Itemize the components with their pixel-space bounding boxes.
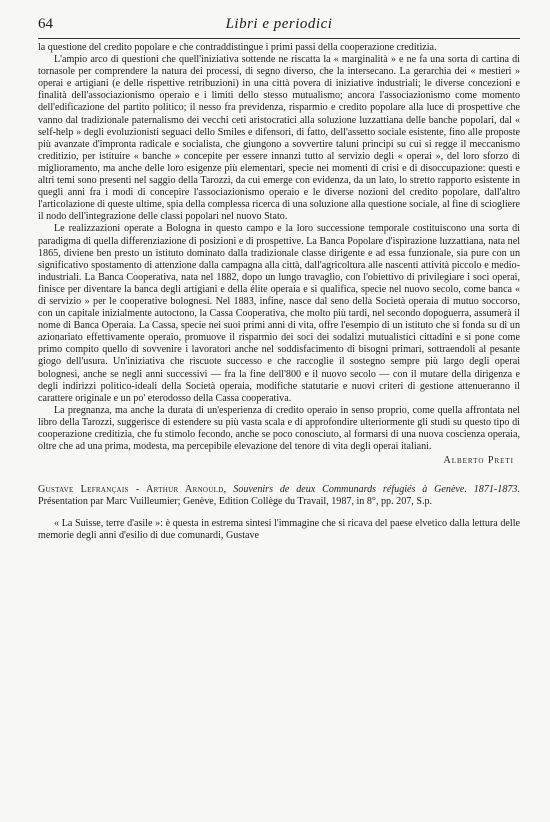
paragraph: La pregnanza, ma anche la durata di un'esperienza di credito operaio in senso proprio, come quella affrontata nel libro della Tarozzi, suggerisce di estendere su più vasta scala e di approfondire ulteriormente gli studi su questo tipo di cooperazione creditizia, che fu stimolo fecondo, anche se poco conosciuto, al formarsi di una nuova coscienza operaia, oltre che ad una prima, modesta, ma percepibile elevazione del tenore di vita degli operai italiani. xyxy=(38,404,520,453)
review-heading xyxy=(38,484,520,508)
paragraph: « La Suisse, terre d'asile »: è questa in estrema sintesi l'immagine che si ricava del paese elvetico dalla lettura delle memorie degli anni d'esilio di due comunardi, Gustave xyxy=(38,518,520,542)
review-details: Présentation par Marc Vuilleumier; Genève, Edition Collège du Travail, 1987, in 8°, pp. 207, S.p. xyxy=(38,496,433,508)
article-author: Alberto Preti xyxy=(443,455,514,467)
page-header xyxy=(38,16,520,42)
paragraph: L'ampio arco di questioni che quell'iniziativa sottende ne riscatta la « marginalità » e ne fa una sorta di cartina di tornasole per comprendere la natura dei processi, di segno diverso, che la intersecano. La gerarchia dei « mestieri » operai e artigiani (e delle rispettive retribuzioni) in una città povera di iniziative industriali; le diverse concezioni e finalità dell'associazionismo operaio e i limiti dello stesso mutualismo; ancora l'associazionismo come momento dell'edificazione del partito politico; il nesso fra previdenza, risparmio e credito popolare alla luce di prospettive che vanno dal tradizionale paternalismo dei vecchi ceti aristocratici alla soluzione luzzattiana delle banche popolari, dal « self-help » degli evoluzionisti seguaci dello Smiles e difensori, di fatto, dell'assetto sociale esistente, fino alle proposte più avanzate d'impronta radicale e socialista, che giungono a sovvertire taluni principi su cui si regge il meccanismo creditizio, per istituire « banche » concepite per essere innanzi tutto al servizio degli « operai », del loro sforzo di miglioramento, ma anche delle loro esigenze più elementari, specie nei momenti di crisi e di disoccupazione: questi e altri temi sono presenti nel saggio della Tarozzi, da cui emerge con evidenza, da un lato, lo stretto rapporto esistente in quegli anni fra i modi di concepire l'associazionismo operaio e le diverse nozioni del credito popolare, dall'altro l'articolazione di queste ultime, spia della complessa ricerca di una soluzione alla questione sociale, al fine di sciogliere il nodo dell'integrazione delle classi popolari nel nuovo Stato. xyxy=(38,54,520,223)
review-body xyxy=(38,518,520,542)
review-authors: Gustave Lefrançais - Arthur Arnould, xyxy=(38,484,227,496)
paragraph: la questione del credito popolare e che contraddistingue i primi passi della cooperazione creditizia. xyxy=(38,42,437,53)
running-title: Libri e periodici xyxy=(225,16,333,32)
header-rule xyxy=(38,38,520,39)
paragraph: Le realizzazioni operate a Bologna in questo campo e la loro successione temporale costituiscono una sorta di paradigma di quella differenziazione di posizioni e di prospettive. La Banca Popolare d'ispirazione luzzattiana, nata nel 1865, diviene ben presto un istituto dominato dalla tradizionale classe dirigente e ad essa funzionale, sia pure con un significativo spostamento di attenzione dalla campagna alla città, dall'agricoltura alle nascenti attività piccolo e medio-industriali. La Banca Cooperativa, nata nel 1882, dopo un lungo travaglio, con l'obiettivo di privilegiare i soci operai, finisce per diventare la banca degli artigiani e della élite operaia e si qualifica, specie nel nuovo secolo, come banca « di servizio » per le cooperative bolognesi. Nel 1883, infine, nasce dal seno della Società operaia di mutuo soccorso, con un capitale inizialmente autoctono, la Cassa Cooperativa, che molto più tardi, nel secondo dopoguerra, assumerà il nome di Banca Operaia. La Cassa, specie nei suoi primi anni di vita, offre l'esempio di un istituto che si fonda su di un azionariato effettivamente operaio, promuove il risparmio dei soci dei sodalizi mutualistici cittadini e si pone come primo compito quello di sovvenire i lavoratori anche nel soddisfacimento di bisogni primari, sottraendoli al pesante giogo dell'usura. Un'iniziativa che riscuote successo e che raccoglie il sostegno sempre più largo degli operai bolognesi, anche se negli anni successivi — fra la fine dell'800 e il nuovo secolo — con il mutare della dirigenza e degli indirizzi politico-ideali della Società operaia, modifiche statutarie e nuovi criteri di gestione attenueranno il carattere originale e un po' eterodosso della Cassa cooperativa. xyxy=(38,223,520,404)
article-body xyxy=(38,42,520,453)
page-number: 64 xyxy=(38,16,53,32)
section-gap xyxy=(38,466,520,484)
review-title: Souvenirs de deux Communards réfugiés à Genève. 1871-1873. xyxy=(233,484,520,496)
